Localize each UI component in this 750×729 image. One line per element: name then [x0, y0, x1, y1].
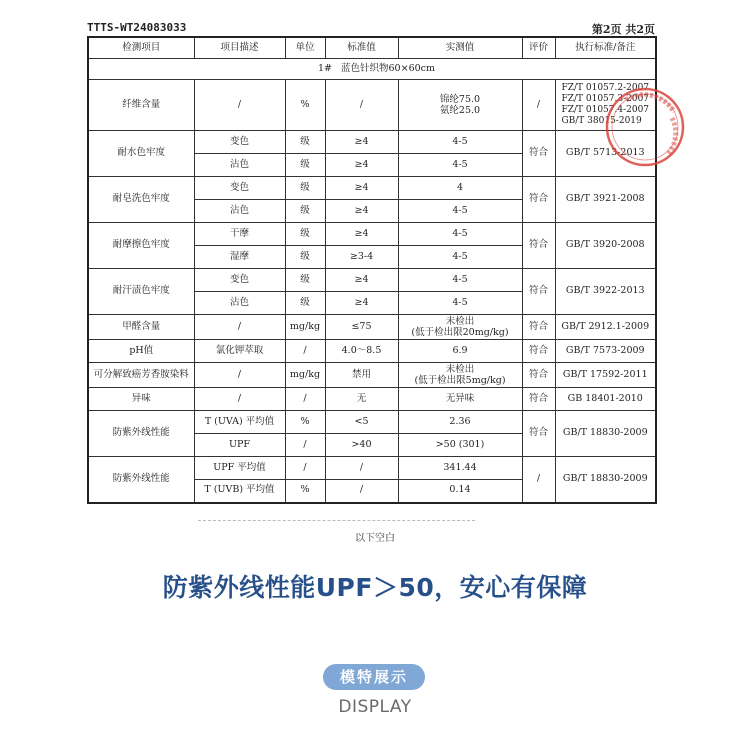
- cell-measured: [398, 315, 522, 340]
- blank-below-note: 以下空白: [355, 533, 395, 544]
- table-row: [88, 411, 656, 434]
- sample-cell: [88, 59, 656, 80]
- table-header-row: [88, 37, 656, 59]
- cell-unit: mg/kg: [285, 315, 325, 340]
- table-row: [88, 388, 656, 411]
- cell-std: ≥4: [325, 223, 398, 246]
- table-row: [88, 131, 656, 154]
- cell-measured: 4-5: [398, 131, 522, 154]
- cell-std: 禁用: [325, 363, 398, 388]
- cell-unit: 级: [285, 246, 325, 269]
- standard-line-4: GB/T 38015-2019: [561, 116, 642, 126]
- cell-unit: mg/kg: [285, 363, 325, 388]
- col-header-unit: 单位: [285, 37, 325, 59]
- cell-measured: 无异味: [398, 388, 522, 411]
- cell-std: ≥4: [325, 131, 398, 154]
- cell-std: ≥4: [325, 154, 398, 177]
- cell-measured: 4-5: [398, 246, 522, 269]
- cell-desc: UPF 平均值: [194, 457, 285, 480]
- measured-line-2: 氨纶25.0: [439, 105, 481, 116]
- cell-measured: 0.14: [398, 480, 522, 503]
- cell-desc: 变色: [194, 177, 285, 200]
- cell-measured: 4-5: [398, 200, 522, 223]
- cell-standard: GB/T 18830-2009: [555, 457, 656, 503]
- cell-desc: 变色: [194, 131, 285, 154]
- cell-std: /: [325, 80, 398, 131]
- seal-text-arc: [668, 118, 676, 154]
- cell-standard: GB/T 18830-2009: [555, 411, 656, 457]
- display-subtitle: DISPLAY: [338, 697, 412, 717]
- cell-measured: [398, 80, 522, 131]
- col-header-item: 检测项目: [88, 37, 194, 59]
- cell-item: 耐汗渍色牢度: [88, 269, 194, 315]
- cell-standard: GB/T 3922-2013: [555, 269, 656, 315]
- promo-headline: 防紫外线性能UPF＞50，安心有保障: [162, 573, 588, 602]
- cell-unit: %: [285, 80, 325, 131]
- cell-desc: /: [194, 315, 285, 340]
- table-row: [88, 269, 656, 292]
- cell-unit: 级: [285, 177, 325, 200]
- cell-desc: 变色: [194, 269, 285, 292]
- cell-standard: GB/T 7573-2009: [555, 340, 656, 363]
- cell-standard: GB 18401-2010: [555, 388, 656, 411]
- cell-desc: 沾色: [194, 200, 285, 223]
- cell-desc: 沾色: [194, 292, 285, 315]
- cell-eval: 符合: [522, 269, 555, 315]
- cell-item: pH值: [88, 340, 194, 363]
- cell-desc: UPF: [194, 434, 285, 457]
- cell-item: 耐皂洗色牢度: [88, 177, 194, 223]
- cell-eval: /: [522, 457, 555, 503]
- col-header-evaluation: 评价: [522, 37, 555, 59]
- table-row: [88, 363, 656, 388]
- end-divider: [198, 520, 475, 521]
- cell-desc: /: [194, 80, 285, 131]
- cell-standard: GB/T 2912.1-2009: [555, 315, 656, 340]
- cell-eval: 符合: [522, 223, 555, 269]
- cell-std: /: [325, 480, 398, 503]
- cell-std: ≥4: [325, 177, 398, 200]
- test-report-table: [87, 36, 657, 504]
- cell-unit: 级: [285, 292, 325, 315]
- col-header-desc: 项目描述: [194, 37, 285, 59]
- standard-line-3: FZ/T 01057.4-2007: [561, 105, 650, 115]
- cell-unit: %: [285, 411, 325, 434]
- cell-eval: 符合: [522, 315, 555, 340]
- cell-measured: 341.44: [398, 457, 522, 480]
- cell-std: >40: [325, 434, 398, 457]
- cell-item: 防紫外线性能: [88, 457, 194, 503]
- cell-item: 防紫外线性能: [88, 411, 194, 457]
- table-row: [88, 340, 656, 363]
- cell-unit: /: [285, 388, 325, 411]
- measured-line-1: 未检出: [445, 364, 475, 375]
- cell-std: 4.0～8.5: [325, 340, 398, 363]
- page-number: 第2页 共2页: [591, 23, 655, 36]
- cell-std: ≥4: [325, 269, 398, 292]
- cell-measured: 2.36: [398, 411, 522, 434]
- sample-row: [88, 59, 656, 80]
- cell-std: ≤75: [325, 315, 398, 340]
- sample-id: 1#: [318, 62, 333, 74]
- cell-unit: /: [285, 457, 325, 480]
- table-row: [88, 315, 656, 340]
- cell-std: /: [325, 457, 398, 480]
- standard-line-2: FZ/T 01057.3-2007: [561, 94, 650, 104]
- cell-desc: 沾色: [194, 154, 285, 177]
- cell-unit: 级: [285, 200, 325, 223]
- cell-standard: [555, 80, 656, 131]
- table-row: [88, 80, 656, 131]
- cell-std: ≥3-4: [325, 246, 398, 269]
- cell-std: ≥4: [325, 200, 398, 223]
- cell-eval: 符合: [522, 340, 555, 363]
- cell-std: 无: [325, 388, 398, 411]
- measured-line-2: (低于检出限5mg/kg): [414, 375, 506, 386]
- report-header: [87, 21, 655, 35]
- cell-item: 可分解致癌芳香胺染料: [88, 363, 194, 388]
- cell-unit: 级: [285, 131, 325, 154]
- table-row: [88, 223, 656, 246]
- table-row: [88, 457, 656, 480]
- cell-item: 甲醛含量: [88, 315, 194, 340]
- cell-item: 异味: [88, 388, 194, 411]
- cell-unit: /: [285, 340, 325, 363]
- cell-measured: >50 (301): [398, 434, 522, 457]
- cell-unit: /: [285, 434, 325, 457]
- model-display-label: 模特展示: [323, 664, 425, 690]
- report-number: TTTS-WT24083033: [87, 21, 187, 34]
- cell-desc: 氯化钾萃取: [194, 340, 285, 363]
- cell-measured: 4-5: [398, 223, 522, 246]
- cell-desc: /: [194, 388, 285, 411]
- cell-unit: %: [285, 480, 325, 503]
- cell-eval: 符合: [522, 363, 555, 388]
- cell-unit: 级: [285, 269, 325, 292]
- sample-description: 蓝色针织物60×60cm: [341, 62, 435, 74]
- cell-measured: 4-5: [398, 269, 522, 292]
- table-row: [88, 177, 656, 200]
- cell-unit: 级: [285, 223, 325, 246]
- cell-eval: 符合: [522, 131, 555, 177]
- cell-desc: 干摩: [194, 223, 285, 246]
- cell-item: 纤维含量: [88, 80, 194, 131]
- cell-unit: 级: [285, 154, 325, 177]
- col-header-standard-value: 标准值: [325, 37, 398, 59]
- cell-eval: 符合: [522, 177, 555, 223]
- col-header-standard-note: 执行标准/备注: [555, 37, 656, 59]
- cell-standard: GB/T 3920-2008: [555, 223, 656, 269]
- cell-measured: 4: [398, 177, 522, 200]
- cell-desc: /: [194, 363, 285, 388]
- measured-line-2: (低于检出限20mg/kg): [411, 327, 509, 338]
- cell-measured: 6.9: [398, 340, 522, 363]
- measured-line-1: 未检出: [445, 316, 475, 327]
- cell-standard: GB/T 17592-2011: [555, 363, 656, 388]
- cell-desc: 湿摩: [194, 246, 285, 269]
- cell-measured: [398, 363, 522, 388]
- cell-std: ≥4: [325, 292, 398, 315]
- standard-line-1: FZ/T 01057.2-2007: [561, 83, 650, 93]
- cell-item: 耐摩擦色牢度: [88, 223, 194, 269]
- cell-eval: 符合: [522, 388, 555, 411]
- cell-item: 耐水色牢度: [88, 131, 194, 177]
- cell-standard: GB/T 5713-2013: [555, 131, 656, 177]
- cell-desc: T (UVA) 平均值: [194, 411, 285, 434]
- cell-desc: T (UVB) 平均值: [194, 480, 285, 503]
- cell-eval: 符合: [522, 411, 555, 457]
- cell-eval: /: [522, 80, 555, 131]
- cell-standard: GB/T 3921-2008: [555, 177, 656, 223]
- cell-measured: 4-5: [398, 154, 522, 177]
- cell-measured: 4-5: [398, 292, 522, 315]
- measured-line-1: 锦纶75.0: [439, 94, 481, 105]
- col-header-measured: 实测值: [398, 37, 522, 59]
- cell-std: <5: [325, 411, 398, 434]
